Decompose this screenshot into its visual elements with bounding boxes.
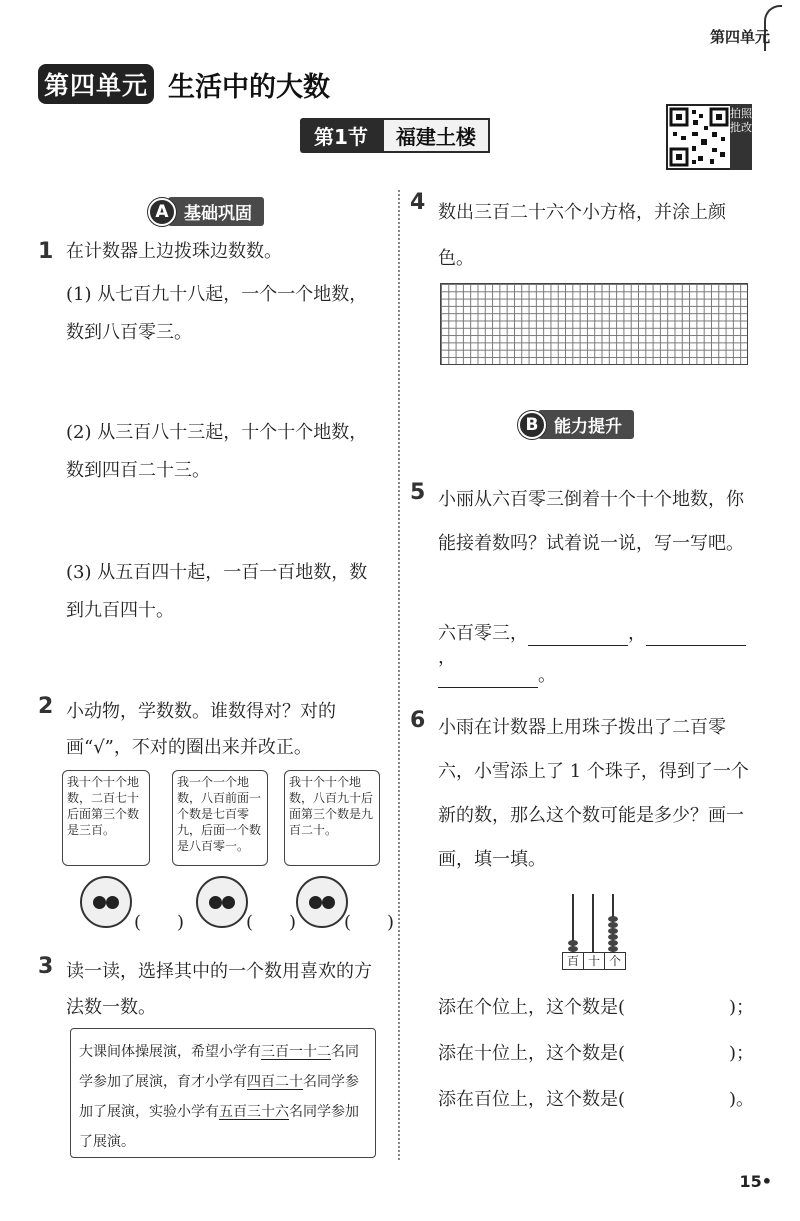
calf-icon xyxy=(80,876,132,928)
badge-letter: A xyxy=(148,198,176,226)
question-number: 3 xyxy=(38,954,54,979)
number-420: 四百二十 xyxy=(247,1074,303,1090)
passage-text: 大课间体操展演，希望小学有 xyxy=(79,1044,261,1060)
answer-label: 添在百位上，这个数是( xyxy=(438,1089,626,1110)
badge-letter: B xyxy=(518,411,546,439)
square-grid[interactable] xyxy=(440,283,748,365)
place-hundreds: 百 xyxy=(563,953,584,969)
answer-close: )。 xyxy=(729,1089,755,1110)
answer-blank[interactable] xyxy=(528,627,628,646)
section-badge-a xyxy=(148,197,264,226)
answer-blank[interactable] xyxy=(646,627,746,646)
photo-grading-label: 拍照批改 xyxy=(730,104,752,170)
answer-label: 添在个位上，这个数是( xyxy=(438,997,626,1018)
speech-bubble-1: 我十个十个地数，二百七十后面第三个数是三百。 xyxy=(62,770,150,866)
question-2-text: 小动物，学数数。谁数得对？对的画“√”，不对的圈出来并改正。 xyxy=(66,701,336,758)
comma: ， xyxy=(438,647,456,668)
passage-text: 名同学参加了展演，实验小学有 xyxy=(79,1074,359,1120)
question-number: 2 xyxy=(38,694,54,719)
answer-label: 添在十位上，这个数是( xyxy=(438,1043,626,1064)
question-5-text: 小丽从六百零三倒着十个十个地数，你能接着数吗？试着说一说，写一写吧。 xyxy=(438,489,744,554)
number-536: 五百三十六 xyxy=(219,1104,289,1120)
passage-text: 名同学参加了展演。 xyxy=(79,1104,359,1150)
speech-bubble-3: 我十个十个地数，八百九十后面第三个数是九百二十。 xyxy=(284,770,380,866)
badge-label: 基础巩固 xyxy=(168,197,264,226)
abacus-rod xyxy=(592,894,594,952)
answer-close: )； xyxy=(729,997,755,1018)
section-name: 福建土楼 xyxy=(382,118,490,153)
answer-parenthesis[interactable]: ( ) xyxy=(246,912,297,933)
question-1-part-3: (3) 从五百四十起，一百一百地数，数到九百四十。 xyxy=(66,562,368,621)
section-badge-b xyxy=(518,410,634,439)
answer-parenthesis[interactable]: ( ) xyxy=(344,912,395,933)
column-divider xyxy=(398,190,400,1160)
puppy-icon xyxy=(296,876,348,928)
number-312: 三百一十二 xyxy=(261,1044,331,1060)
question-5-answer-line-1 xyxy=(438,622,758,670)
place-ones: 个 xyxy=(608,954,621,968)
answer-tens-row xyxy=(438,1042,758,1066)
reading-passage-box xyxy=(70,1028,376,1158)
place-tens: 十 xyxy=(584,953,605,969)
badge-label: 能力提升 xyxy=(538,410,634,439)
question-4-text: 数出三百二十六个小方格，并涂上颜色。 xyxy=(438,202,726,269)
answer-close: )； xyxy=(729,1043,755,1064)
qr-code-icon[interactable] xyxy=(666,104,732,170)
answer-parenthesis[interactable]: ( ) xyxy=(134,912,185,933)
question-3-text: 读一读，选择其中的一个数用喜欢的方法数一数。 xyxy=(66,961,372,1018)
start-number: 六百零三， xyxy=(438,623,528,644)
unit-tag: 第四单元 xyxy=(709,28,770,46)
question-number: 6 xyxy=(410,708,426,733)
speech-bubble-2: 我一个一个地数，八百前面一个数是七百零九，后面一个数是八百零一。 xyxy=(172,770,268,866)
abacus-icon xyxy=(562,894,626,970)
unit-title xyxy=(38,64,330,104)
section-chip: 第1节 xyxy=(300,118,382,153)
unit-chip: 第四单元 xyxy=(38,64,154,104)
section-title xyxy=(300,118,490,153)
question-number: 1 xyxy=(38,239,54,264)
question-1-part-2: (2) 从三百八十三起，十个十个地数，数到四百二十三。 xyxy=(66,422,368,481)
abacus-base xyxy=(562,952,626,970)
question-6-text: 小雨在计数器上用珠子拨出了二百零六，小雪添上了 1 个珠子，得到了一个新的数，那么这个数可能是多少？画一画，填一填。 xyxy=(438,717,749,870)
question-5-answer-line-2 xyxy=(438,664,556,688)
period: 。 xyxy=(538,665,556,686)
answer-ones-row xyxy=(438,996,758,1020)
question-1-text: 在计数器上边拨珠边数数。 xyxy=(66,241,282,262)
question-number: 5 xyxy=(410,480,426,505)
question-number: 4 xyxy=(410,190,426,215)
monkey-icon xyxy=(196,876,248,928)
question-1-part-1: (1) 从七百九十八起，一个一个地数，数到八百零三。 xyxy=(66,284,368,343)
answer-hundreds-row xyxy=(438,1088,758,1112)
comma: ， xyxy=(628,623,646,644)
unit-name: 生活中的大数 xyxy=(168,71,331,103)
passage-text: 名同学参加了展演，育才小学有 xyxy=(79,1044,359,1090)
page-number: 15• xyxy=(739,1172,772,1191)
answer-blank[interactable] xyxy=(438,669,538,688)
